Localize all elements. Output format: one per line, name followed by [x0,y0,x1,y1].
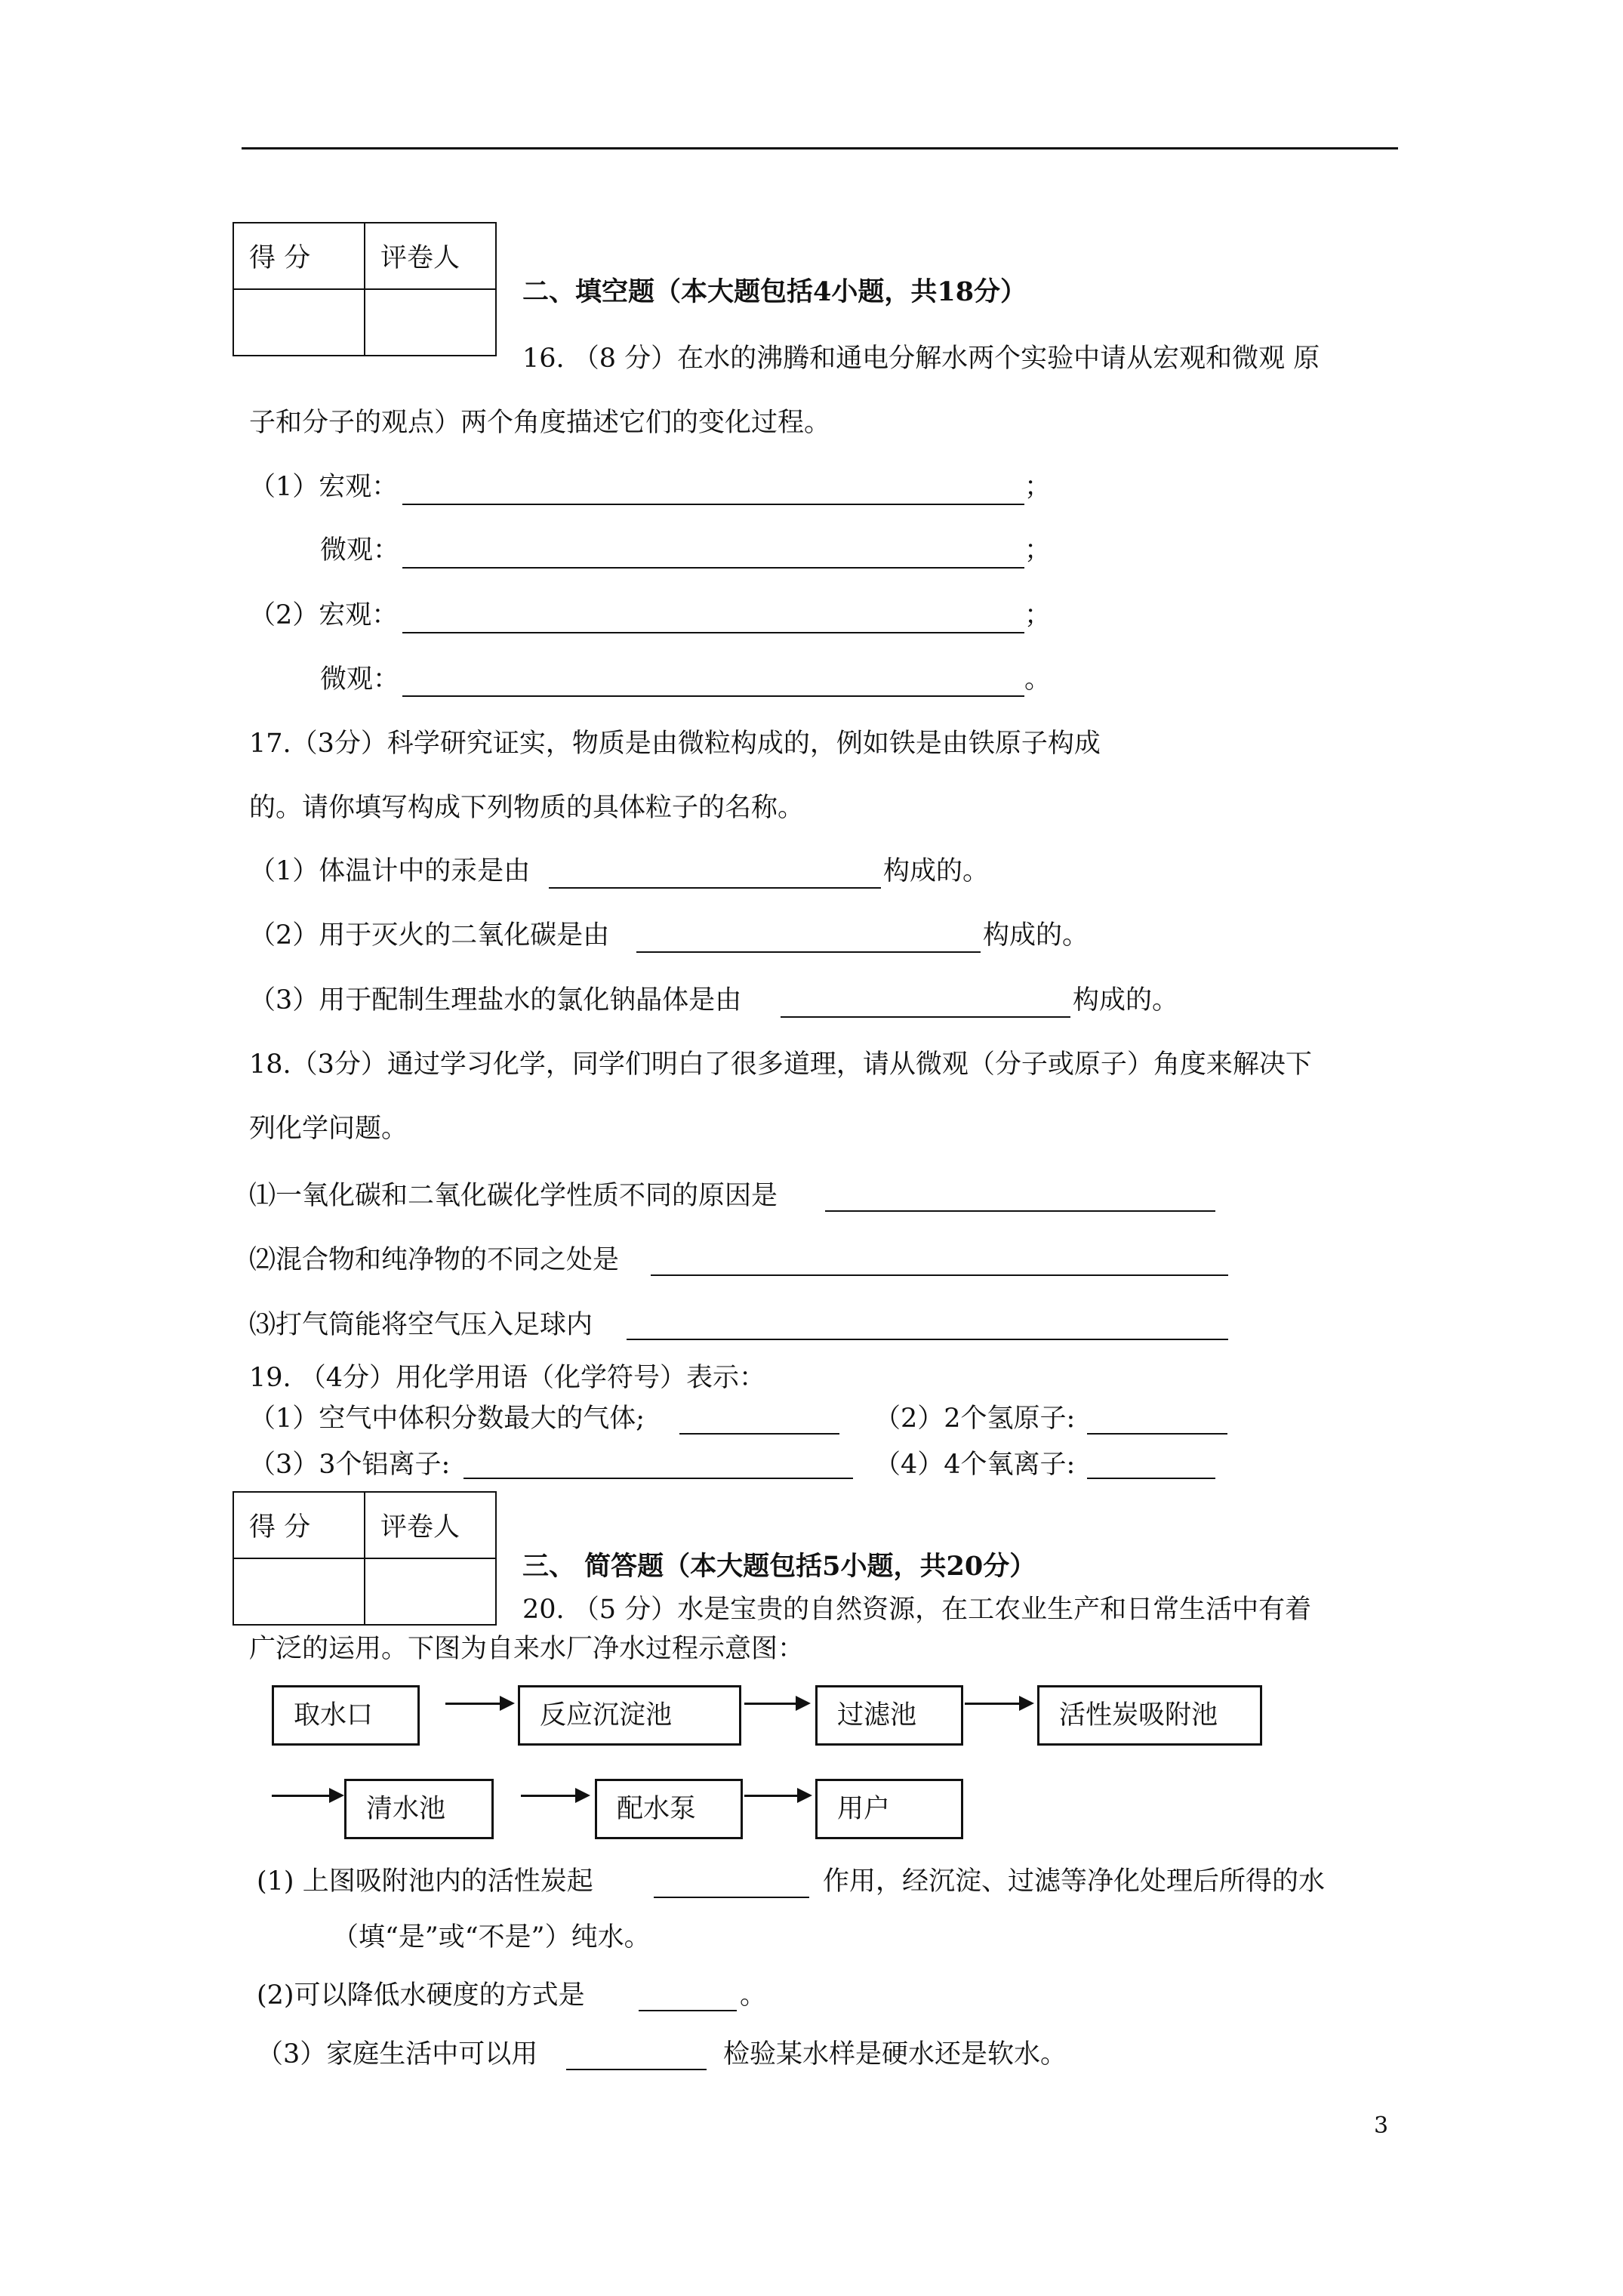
q17-3-suffix: 构成的。 [1073,985,1179,1015]
q20-1-cont: 作用，经沉淀、过滤等净化处理后所得的水 [823,1866,1326,1897]
q16-line2: 子和分子的观点）两个角度描述它们的变化过程。 [249,408,831,438]
q18-1-blank[interactable] [825,1210,1215,1212]
flow-box-activated-carbon: 活性炭吸附池 [1037,1685,1262,1746]
q20-1-label: (1) 上图吸附池内的活性炭起 [257,1866,593,1897]
q20-line1: 20. （5 分）水是宝贵的自然资源，在工农业生产和日常生活中有着 [522,1595,1312,1625]
q18-3-blank[interactable] [627,1339,1228,1340]
q18-1-label: ⑴一氧化碳和二氧化碳化学性质不同的原因是 [249,1181,778,1211]
q17-line2: 的。请你填写构成下列物质的具体粒子的名称。 [249,793,805,823]
q19-2-blank[interactable] [1087,1433,1227,1435]
q20-2-blank[interactable] [639,2010,737,2011]
q16-2-macro-label: （2）宏观： [249,600,399,630]
q17-2-label: （2）用于灭火的二氧化碳是由 [249,920,610,951]
q17-2-suffix: 构成的。 [983,920,1089,951]
score-entry-cell[interactable] [233,289,365,356]
q20-1-blank[interactable] [654,1897,809,1898]
q16-1-macro-label: （1）宏观： [249,472,399,502]
q19-3-label: （3）3个铝离子: [249,1450,451,1480]
q19-2-label: （2）2个氢原子: [874,1404,1076,1434]
q20-3-blank[interactable] [566,2069,707,2070]
semicolon: ； [1024,600,1052,630]
q20-1-line2: （填“是”或“不是”）纯水。 [332,1922,651,1952]
grader-entry-cell[interactable] [365,1558,496,1625]
q17-3-label: （3）用于配制生理盐水的氯化钠晶体是由 [249,985,742,1015]
q17-line1: 17.（3分）科学研究证实，物质是由微粒构成的，例如铁是由铁原子构成 [249,729,1101,759]
q19-3-blank[interactable] [463,1478,853,1479]
q18-2-label: ⑵混合物和纯净物的不同之处是 [249,1245,620,1275]
q16-2-micro-blank[interactable] [402,695,1024,697]
score-entry-cell[interactable] [233,1558,365,1625]
q20-2-end: 。 [740,1980,767,2011]
q17-1-blank[interactable] [549,887,881,889]
q20-line2: 广泛的运用。下图为自来水厂净水过程示意图： [249,1634,805,1664]
flow-box-sedimentation: 反应沉淀池 [518,1685,741,1746]
semicolon: ； [1024,472,1052,502]
flow-arrow [521,1795,587,1797]
period: 。 [1024,664,1052,695]
flow-arrow [445,1703,512,1705]
q16-1-micro-blank[interactable] [402,567,1024,569]
q19-line1: 19. （4分）用化学用语（化学符号）表示： [249,1363,766,1393]
grader-label-cell: 评卷人 [365,1492,496,1558]
q19-4-blank[interactable] [1087,1478,1215,1479]
flow-arrow [744,1795,809,1797]
flow-box-filter: 过滤池 [815,1685,963,1746]
flow-arrow [744,1703,808,1705]
q19-4-label: （4）4个氧离子: [874,1450,1076,1480]
flow-arrow [272,1795,341,1797]
score-table-section3 [233,1491,497,1626]
q16-line1: 16. （8 分）在水的沸腾和通电分解水两个实验中请从宏观和微观 原 [522,344,1320,374]
q18-3-label: ⑶打气筒能将空气压入足球内 [249,1310,593,1340]
q16-2-micro-label: 微观： [320,664,400,695]
q17-3-blank[interactable] [781,1016,1070,1018]
section2-title: 二、填空题（本大题包括4小题，共18分） [522,276,1027,307]
header-rule [242,147,1398,149]
q17-1-suffix: 构成的。 [883,856,990,886]
q19-1-blank[interactable] [679,1433,839,1435]
grader-label-cell: 评卷人 [365,223,496,289]
score-table-section2 [233,222,497,356]
q18-2-blank[interactable] [651,1274,1228,1276]
page-number: 3 [1374,2113,1389,2139]
q16-2-macro-blank[interactable] [402,632,1024,633]
flow-box-intake: 取水口 [272,1685,420,1746]
q16-1-macro-blank[interactable] [402,504,1024,505]
score-label-cell: 得 分 [233,223,365,289]
flow-arrow [965,1703,1031,1705]
section3-title: 三、 简答题（本大题包括5小题，共20分） [522,1551,1036,1582]
q20-2-label: (2)可以降低水硬度的方式是 [257,1980,585,2011]
q17-2-blank[interactable] [636,951,981,953]
score-label-cell: 得 分 [233,1492,365,1558]
grader-entry-cell[interactable] [365,289,496,356]
q20-3-label: （3）家庭生活中可以用 [257,2039,538,2069]
flow-box-clear-water: 清水池 [344,1779,494,1839]
q18-line2: 列化学问题。 [249,1114,408,1144]
semicolon: ； [1024,535,1052,566]
q20-3-cont: 检验某水样是硬水还是软水。 [723,2039,1067,2069]
q19-1-label: （1）空气中体积分数最大的气体; [249,1404,645,1434]
q16-1-micro-label: 微观： [320,535,400,566]
q18-line1: 18.（3分）通过学习化学，同学们明白了很多道理，请从微观（分子或原子）角度来解决下 [249,1049,1312,1080]
flow-box-user: 用户 [815,1779,963,1839]
q17-1-label: （1）体温计中的汞是由 [249,856,531,886]
flow-box-pump: 配水泵 [595,1779,743,1839]
